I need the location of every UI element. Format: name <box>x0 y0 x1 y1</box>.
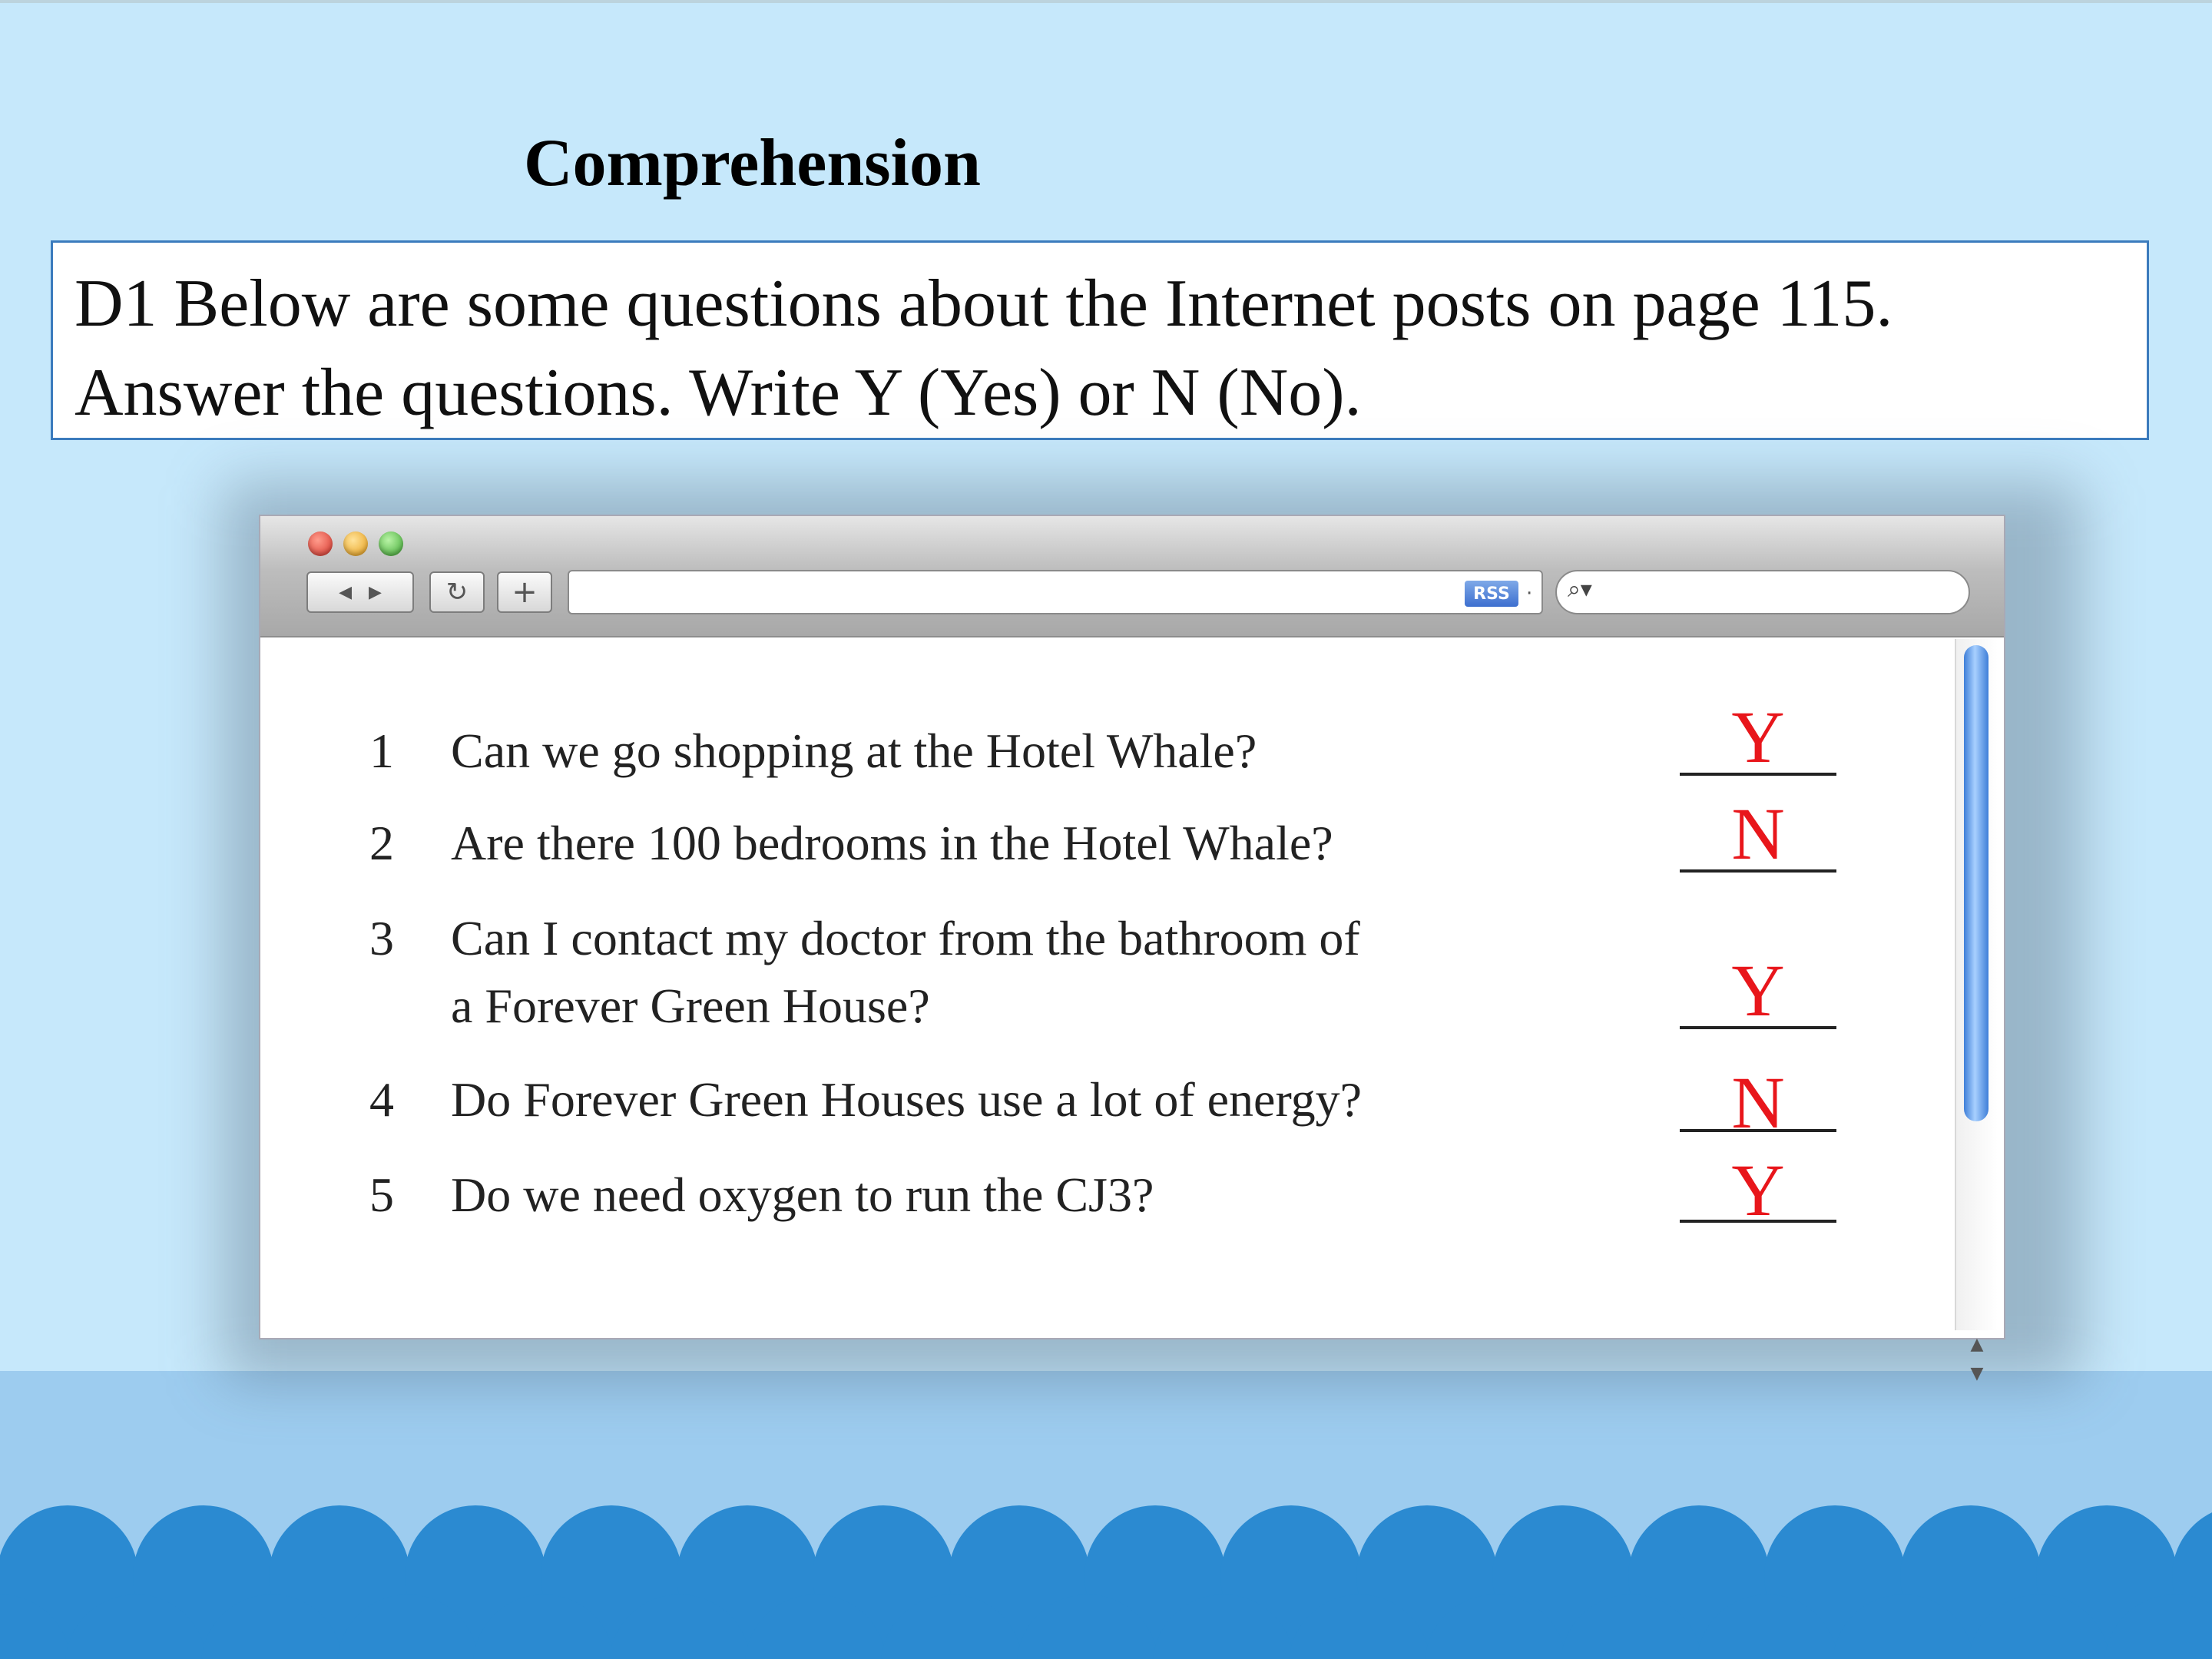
question-number: 4 <box>369 1072 394 1127</box>
instruction-box <box>51 240 2149 440</box>
search-icon: ⌕▾ <box>1568 576 1592 603</box>
scroll-up-icon[interactable]: ▲ <box>1970 1335 1984 1354</box>
question-text: Can I contact my doctor from the bathroom of <box>451 911 1360 965</box>
question-text-continued: a Forever Green House? <box>451 979 930 1033</box>
instruction-line-2: Answer the questions. Write Y (Yes) or N (No). <box>75 356 1362 430</box>
question-text: Do Forever Green Houses use a lot of energy? <box>451 1072 1362 1127</box>
reload-icon: ↻ <box>445 577 469 608</box>
answer-value: Y <box>1731 696 1785 778</box>
back-icon[interactable]: ◀ <box>339 582 352 602</box>
question-number: 3 <box>369 911 394 965</box>
browser-window <box>259 515 2005 1383</box>
answer-value: N <box>1731 1061 1785 1144</box>
question-number: 5 <box>369 1167 394 1222</box>
answer-blank[interactable] <box>1680 1129 1836 1132</box>
forward-icon[interactable]: ▶ <box>369 582 382 602</box>
question-text: Are there 100 bedrooms in the Hotel Whale? <box>451 816 1333 870</box>
scroll-down-icon[interactable]: ▼ <box>1970 1364 1984 1383</box>
question-text: Can we go shopping at the Hotel Whale? <box>451 724 1257 778</box>
question-number: 2 <box>369 816 394 870</box>
separator-dot: · <box>1526 582 1533 605</box>
question-number: 1 <box>369 724 394 778</box>
top-rule <box>0 0 2212 3</box>
answer-value: N <box>1731 793 1785 875</box>
question-text: Do we need oxygen to run the CJ3? <box>451 1167 1154 1222</box>
add-bookmark-icon: + <box>512 575 538 610</box>
answer-blank[interactable] <box>1680 773 1836 776</box>
question-list <box>260 516 2004 1338</box>
answer-blank[interactable] <box>1680 869 1836 873</box>
page-title: Comprehension <box>524 126 981 200</box>
instruction-line-1: D1 Below are some questions about the Internet posts on page 115. <box>75 267 1893 341</box>
answer-blank[interactable] <box>1680 1026 1836 1029</box>
answer-value: Y <box>1731 1149 1785 1231</box>
scallop-decoration <box>0 1490 2212 1659</box>
answer-blank[interactable] <box>1680 1220 1836 1223</box>
answer-value: Y <box>1731 949 1785 1031</box>
rss-button[interactable]: RSS <box>1465 581 1518 607</box>
